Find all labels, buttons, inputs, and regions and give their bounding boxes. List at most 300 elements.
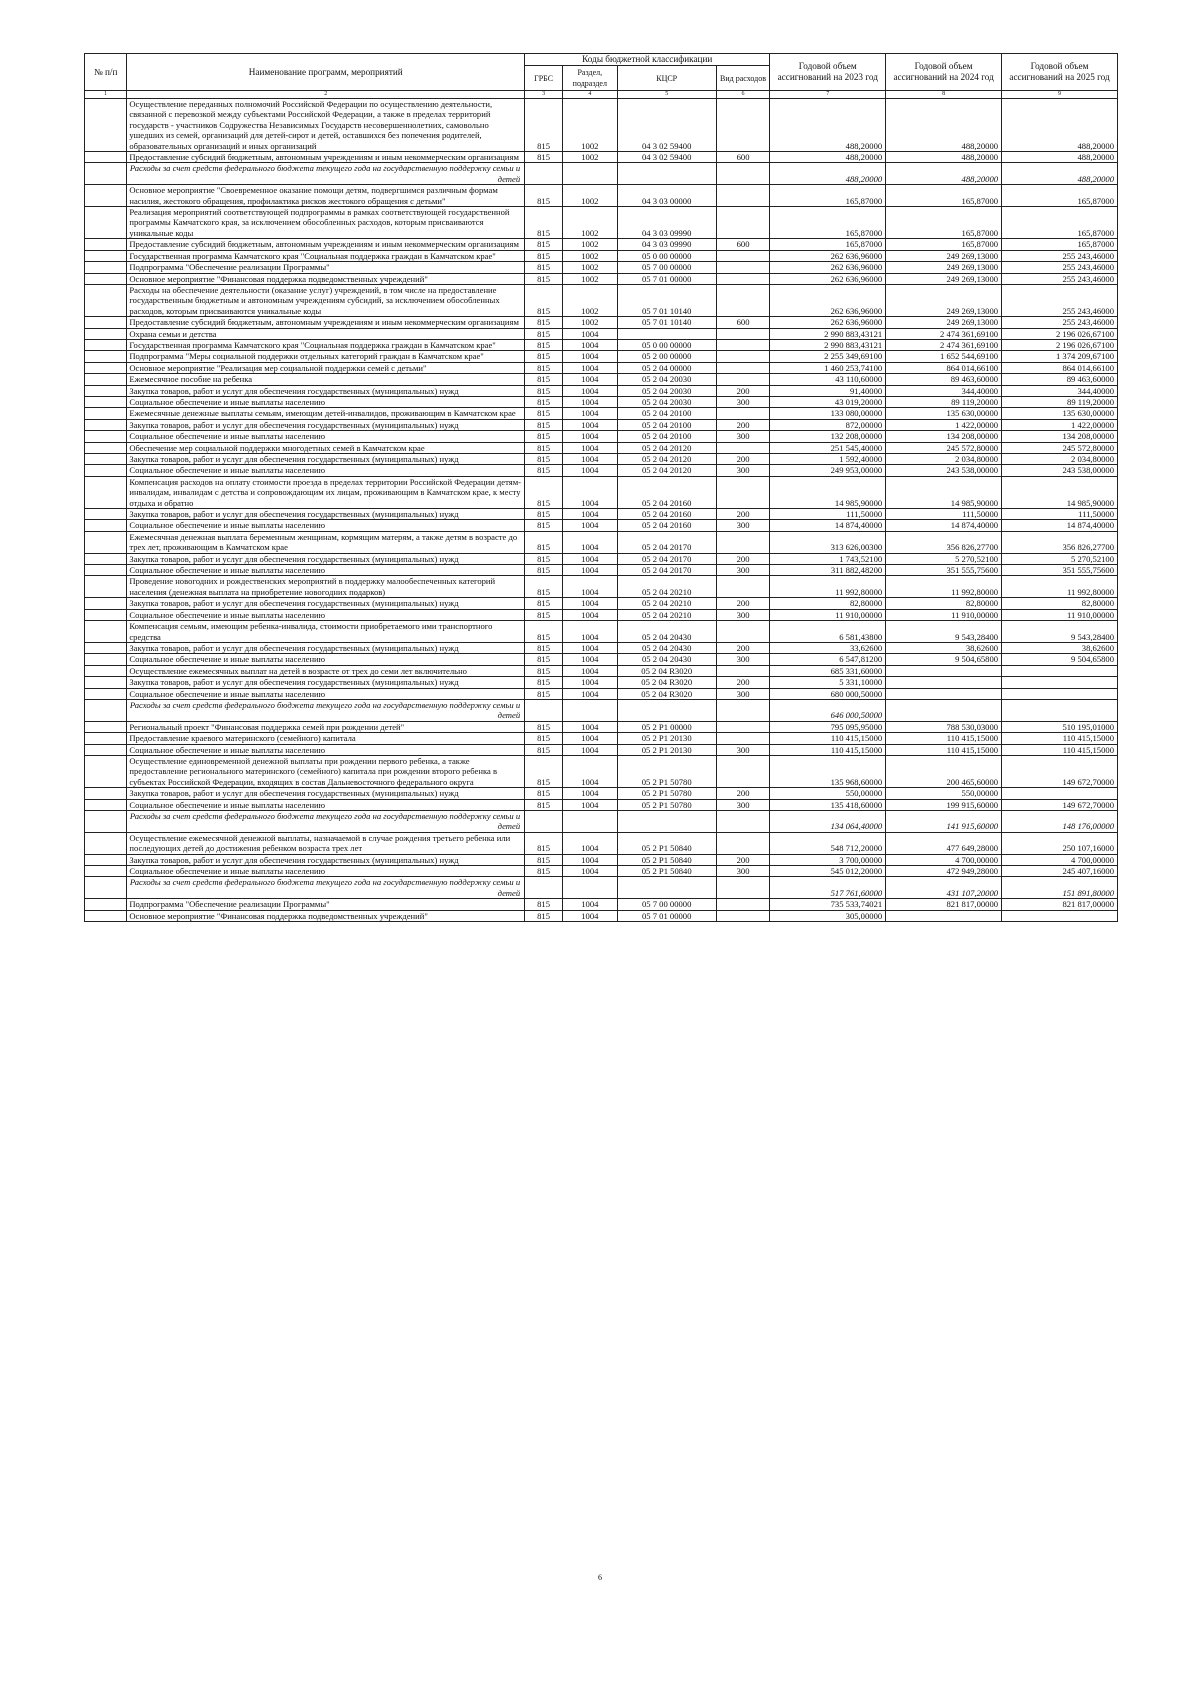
row-amount-2023: 735 533,74021 — [770, 899, 886, 910]
row-amount-2024: 550,00000 — [886, 788, 1002, 799]
row-razdel: 1004 — [563, 598, 618, 609]
row-vid — [716, 250, 770, 261]
row-amount-2023: 251 545,40000 — [770, 442, 886, 453]
row-amount-2023: 680 000,50000 — [770, 688, 886, 699]
row-name: Государственная программа Камчатского края "Социальная поддержка граждан в Камчатском крае" — [127, 339, 525, 350]
row-number-cell — [85, 99, 127, 152]
table-row — [85, 362, 1118, 373]
row-amount-2025: 111,50000 — [1002, 509, 1118, 520]
row-vid — [716, 733, 770, 744]
row-number-cell — [85, 665, 127, 676]
row-amount-2024: 89 119,20000 — [886, 396, 1002, 407]
row-razdel: 1004 — [563, 642, 618, 653]
row-grbs: 815 — [525, 262, 563, 273]
table-row — [85, 520, 1118, 531]
row-kcsr: 05 2 04 R3020 — [617, 688, 716, 699]
row-vid — [716, 899, 770, 910]
row-razdel: 1004 — [563, 531, 618, 553]
row-vid: 300 — [716, 744, 770, 755]
column-number: 8 — [886, 91, 1002, 99]
table-row — [85, 284, 1118, 316]
row-amount-2024: 1 422,00000 — [886, 419, 1002, 430]
table-row — [85, 317, 1118, 328]
row-name: Предоставление субсидий бюджетным, автономным учреждениям и иным некоммерческим организациям — [127, 152, 525, 163]
row-amount-2024: 249 269,13000 — [886, 317, 1002, 328]
row-razdel: 1004 — [563, 854, 618, 865]
row-amount-2024: 5 270,52100 — [886, 553, 1002, 564]
row-grbs: 815 — [525, 733, 563, 744]
table-row — [85, 152, 1118, 163]
table-row — [85, 385, 1118, 396]
row-vid — [716, 442, 770, 453]
row-amount-2025: 165,87000 — [1002, 239, 1118, 250]
row-razdel: 1002 — [563, 239, 618, 250]
row-vid — [716, 185, 770, 207]
row-name: Социальное обеспечение и иные выплаты населению — [127, 654, 525, 665]
table-row — [85, 273, 1118, 284]
row-vid — [716, 665, 770, 676]
row-vid — [716, 163, 770, 185]
row-razdel: 1002 — [563, 250, 618, 261]
page-number: 6 — [598, 1573, 602, 1582]
row-amount-2023: 165,87000 — [770, 207, 886, 239]
row-razdel: 1002 — [563, 152, 618, 163]
row-grbs: 815 — [525, 431, 563, 442]
row-razdel: 1004 — [563, 609, 618, 620]
row-grbs: 815 — [525, 442, 563, 453]
row-grbs: 815 — [525, 339, 563, 350]
row-razdel: 1004 — [563, 899, 618, 910]
row-kcsr — [617, 328, 716, 339]
table-row — [85, 262, 1118, 273]
row-name: Осуществление единовременной денежной выплаты при рождении первого ребенка, а также предоставление регионального материнского (семейного) капитала при рождении второго ребенка в субъектах Российской Федерации, входящих в состав Дальневосточного федерального округа — [127, 755, 525, 787]
row-number-cell — [85, 284, 127, 316]
header-year-2023: Годовой объем ассигнований на 2023 год — [770, 54, 886, 91]
row-amount-2024: 200 465,60000 — [886, 755, 1002, 787]
row-amount-2023: 550,00000 — [770, 788, 886, 799]
row-number-cell — [85, 239, 127, 250]
table-row — [85, 609, 1118, 620]
row-amount-2024 — [886, 665, 1002, 676]
row-vid: 300 — [716, 465, 770, 476]
row-name: Социальное обеспечение и иные выплаты населению — [127, 866, 525, 877]
row-amount-2023: 1 460 253,74100 — [770, 362, 886, 373]
row-amount-2023: 262 636,96000 — [770, 250, 886, 261]
row-kcsr: 05 0 00 00000 — [617, 339, 716, 350]
row-amount-2025: 250 107,16000 — [1002, 832, 1118, 854]
row-vid: 200 — [716, 677, 770, 688]
row-kcsr: 05 2 P1 50780 — [617, 755, 716, 787]
row-amount-2024: 488,20000 — [886, 99, 1002, 152]
federal-funds-row — [85, 811, 1118, 833]
row-amount-2023: 5 331,10000 — [770, 677, 886, 688]
row-grbs: 815 — [525, 576, 563, 598]
row-name: Расходы за счет средств федерального бюджета текущего года на государственную поддержку семьи и детей — [127, 163, 525, 185]
row-amount-2023: 262 636,96000 — [770, 317, 886, 328]
row-amount-2025: 488,20000 — [1002, 99, 1118, 152]
row-razdel: 1004 — [563, 553, 618, 564]
row-amount-2024 — [886, 699, 1002, 721]
row-number-cell — [85, 328, 127, 339]
row-amount-2025: 149 672,70000 — [1002, 799, 1118, 810]
row-razdel: 1004 — [563, 788, 618, 799]
row-razdel — [563, 811, 618, 833]
row-amount-2023: 2 990 883,43121 — [770, 339, 886, 350]
row-amount-2024 — [886, 910, 1002, 921]
row-number-cell — [85, 699, 127, 721]
row-number-cell — [85, 520, 127, 531]
row-amount-2023: 111,50000 — [770, 509, 886, 520]
row-amount-2025: 89 463,60000 — [1002, 374, 1118, 385]
table-row — [85, 250, 1118, 261]
row-amount-2025 — [1002, 688, 1118, 699]
row-grbs: 815 — [525, 273, 563, 284]
row-name: Расходы за счет средств федерального бюджета текущего года на государственную поддержку семьи и детей — [127, 811, 525, 833]
row-number-cell — [85, 721, 127, 732]
row-amount-2025 — [1002, 699, 1118, 721]
row-amount-2023: 872,00000 — [770, 419, 886, 430]
column-number: 5 — [617, 91, 716, 99]
row-amount-2023: 795 095,95000 — [770, 721, 886, 732]
row-razdel: 1004 — [563, 665, 618, 676]
row-name: Охрана семьи и детства — [127, 328, 525, 339]
row-razdel: 1004 — [563, 799, 618, 810]
row-amount-2024: 356 826,27700 — [886, 531, 1002, 553]
row-number-cell — [85, 385, 127, 396]
row-razdel: 1002 — [563, 273, 618, 284]
row-kcsr: 05 2 P1 50840 — [617, 832, 716, 854]
table-row — [85, 854, 1118, 865]
row-kcsr: 05 2 04 20170 — [617, 531, 716, 553]
column-number: 9 — [1002, 91, 1118, 99]
row-vid: 200 — [716, 385, 770, 396]
row-name: Социальное обеспечение и иные выплаты населению — [127, 799, 525, 810]
row-vid — [716, 374, 770, 385]
row-name: Предоставление субсидий бюджетным, автономным учреждениям и иным некоммерческим организациям — [127, 239, 525, 250]
row-name: Социальное обеспечение и иные выплаты населению — [127, 609, 525, 620]
row-name: Государственная программа Камчатского края "Социальная поддержка граждан в Камчатском крае" — [127, 250, 525, 261]
row-amount-2025: 11 910,00000 — [1002, 609, 1118, 620]
row-vid: 200 — [716, 788, 770, 799]
row-razdel: 1004 — [563, 442, 618, 453]
row-kcsr: 05 2 04 20170 — [617, 565, 716, 576]
row-grbs: 815 — [525, 854, 563, 865]
row-razdel: 1004 — [563, 351, 618, 362]
row-amount-2024: 344,40000 — [886, 385, 1002, 396]
table-row — [85, 239, 1118, 250]
row-vid — [716, 531, 770, 553]
row-razdel: 1004 — [563, 408, 618, 419]
row-name: Закупка товаров, работ и услуг для обеспечения государственных (муниципальных) нужд — [127, 642, 525, 653]
row-amount-2023: 11 992,80000 — [770, 576, 886, 598]
header-codes-group: Коды бюджетной классификации — [525, 54, 770, 66]
table-header — [85, 54, 1118, 99]
row-razdel: 1004 — [563, 476, 618, 508]
row-grbs: 815 — [525, 317, 563, 328]
row-kcsr: 05 2 04 20430 — [617, 621, 716, 643]
row-kcsr: 05 2 04 20210 — [617, 598, 716, 609]
row-vid: 300 — [716, 431, 770, 442]
row-amount-2023: 43 019,20000 — [770, 396, 886, 407]
row-razdel: 1004 — [563, 362, 618, 373]
row-number-cell — [85, 598, 127, 609]
row-number-cell — [85, 609, 127, 620]
row-vid — [716, 877, 770, 899]
row-amount-2024: 165,87000 — [886, 207, 1002, 239]
row-name: Компенсация расходов на оплату стоимости проезда в пределах территории Российской Федерации детям-инвалидам, инвалидам с детства и сопровождающим их лицам, проживающим в Камчатском крае, к месту отдыха и обратно — [127, 476, 525, 508]
row-amount-2025 — [1002, 910, 1118, 921]
row-amount-2023: 6 547,81200 — [770, 654, 886, 665]
row-razdel: 1004 — [563, 328, 618, 339]
row-grbs: 815 — [525, 419, 563, 430]
row-amount-2025: 1 374 209,67100 — [1002, 351, 1118, 362]
row-kcsr: 05 2 00 00000 — [617, 351, 716, 362]
row-name: Закупка товаров, работ и услуг для обеспечения государственных (муниципальных) нужд — [127, 509, 525, 520]
row-grbs: 815 — [525, 665, 563, 676]
row-kcsr: 05 2 P1 50780 — [617, 788, 716, 799]
row-name: Осуществление ежемесячной денежной выплаты, назначаемой в случае рождения третьего ребенка или последующих детей до достижения ребенком возраста трех лет — [127, 832, 525, 854]
row-amount-2025: 2 034,80000 — [1002, 454, 1118, 465]
row-name: Социальное обеспечение и иные выплаты населению — [127, 565, 525, 576]
row-number-cell — [85, 465, 127, 476]
row-amount-2023: 134 064,40000 — [770, 811, 886, 833]
row-grbs: 815 — [525, 832, 563, 854]
row-number-cell — [85, 207, 127, 239]
row-name: Подпрограмма "Обеспечение реализации Программы" — [127, 262, 525, 273]
row-name: Компенсация семьям, имеющим ребенка-инвалида, стоимости приобретаемого ими транспортного средства — [127, 621, 525, 643]
row-name: Ежемесячная денежная выплата беременным женщинам, кормящим матерям, а также детям в возрасте до трех лет, проживающим в Камчатском крае — [127, 531, 525, 553]
row-amount-2023: 133 080,00000 — [770, 408, 886, 419]
column-number: 2 — [127, 91, 525, 99]
row-amount-2024: 431 107,20000 — [886, 877, 1002, 899]
table-row — [85, 654, 1118, 665]
row-amount-2025: 488,20000 — [1002, 152, 1118, 163]
row-number-cell — [85, 339, 127, 350]
row-number-cell — [85, 654, 127, 665]
row-vid: 200 — [716, 509, 770, 520]
row-number-cell — [85, 755, 127, 787]
column-number: 7 — [770, 91, 886, 99]
row-amount-2023: 14 985,90000 — [770, 476, 886, 508]
row-kcsr: 05 2 04 R3020 — [617, 665, 716, 676]
row-vid — [716, 621, 770, 643]
row-amount-2025: 134 208,00000 — [1002, 431, 1118, 442]
row-razdel: 1004 — [563, 910, 618, 921]
row-amount-2024: 110 415,15000 — [886, 733, 1002, 744]
row-kcsr: 05 2 04 20210 — [617, 576, 716, 598]
row-kcsr: 05 2 P1 50840 — [617, 866, 716, 877]
row-amount-2025 — [1002, 788, 1118, 799]
row-kcsr: 05 7 01 00000 — [617, 273, 716, 284]
row-vid: 300 — [716, 654, 770, 665]
table-row — [85, 419, 1118, 430]
row-kcsr: 05 2 P1 20130 — [617, 733, 716, 744]
row-number-cell — [85, 832, 127, 854]
row-kcsr: 05 2 04 20100 — [617, 419, 716, 430]
row-vid — [716, 721, 770, 732]
row-grbs: 815 — [525, 362, 563, 373]
row-amount-2025: 255 243,46000 — [1002, 250, 1118, 261]
row-razdel: 1004 — [563, 374, 618, 385]
row-kcsr: 04 3 03 00000 — [617, 185, 716, 207]
row-name: Подпрограмма "Обеспечение реализации Программы" — [127, 899, 525, 910]
row-amount-2025: 9 504,65800 — [1002, 654, 1118, 665]
row-amount-2025: 2 196 026,67100 — [1002, 328, 1118, 339]
table-row — [85, 185, 1118, 207]
row-kcsr: 05 2 04 20430 — [617, 642, 716, 653]
row-grbs: 815 — [525, 788, 563, 799]
row-kcsr: 05 2 04 R3020 — [617, 677, 716, 688]
row-grbs: 815 — [525, 520, 563, 531]
row-amount-2025: 245 572,80000 — [1002, 442, 1118, 453]
row-vid — [716, 207, 770, 239]
row-number-cell — [85, 509, 127, 520]
federal-funds-row — [85, 163, 1118, 185]
row-name: Предоставление краевого материнского (семейного) капитала — [127, 733, 525, 744]
row-grbs: 815 — [525, 565, 563, 576]
row-amount-2023: 165,87000 — [770, 185, 886, 207]
row-kcsr: 04 3 02 59400 — [617, 152, 716, 163]
column-number: 6 — [716, 91, 770, 99]
row-vid: 300 — [716, 799, 770, 810]
row-kcsr: 05 2 P1 50780 — [617, 799, 716, 810]
row-vid: 200 — [716, 642, 770, 653]
row-vid — [716, 284, 770, 316]
row-razdel: 1002 — [563, 262, 618, 273]
row-vid — [716, 755, 770, 787]
row-vid: 300 — [716, 565, 770, 576]
row-vid: 300 — [716, 609, 770, 620]
row-number-cell — [85, 553, 127, 564]
row-amount-2025 — [1002, 665, 1118, 676]
row-amount-2024: 4 700,00000 — [886, 854, 1002, 865]
row-grbs: 815 — [525, 721, 563, 732]
row-razdel: 1004 — [563, 755, 618, 787]
row-amount-2025: 255 243,46000 — [1002, 273, 1118, 284]
row-amount-2023: 646 000,50000 — [770, 699, 886, 721]
row-number-cell — [85, 799, 127, 810]
row-name: Расходы за счет средств федерального бюджета текущего года на государственную поддержку семьи и детей — [127, 699, 525, 721]
row-amount-2023: 33,62600 — [770, 642, 886, 653]
row-kcsr — [617, 699, 716, 721]
row-name: Закупка товаров, работ и услуг для обеспечения государственных (муниципальных) нужд — [127, 385, 525, 396]
table-row — [85, 442, 1118, 453]
row-grbs: 815 — [525, 899, 563, 910]
row-amount-2025: 864 014,66100 — [1002, 362, 1118, 373]
row-grbs: 815 — [525, 531, 563, 553]
row-amount-2024: 2 034,80000 — [886, 454, 1002, 465]
header-razdel: Раздел, подраздел — [563, 66, 618, 91]
table-row — [85, 744, 1118, 755]
row-amount-2023: 548 712,20000 — [770, 832, 886, 854]
column-number: 4 — [563, 91, 618, 99]
row-amount-2025: 148 176,00000 — [1002, 811, 1118, 833]
row-name: Основное мероприятие "Своевременное оказание помощи детям, подвергшимся различным формам насилия, жестокого обращения, профилактика рисков жестокого обращения с детьми" — [127, 185, 525, 207]
row-amount-2025: 89 119,20000 — [1002, 396, 1118, 407]
row-grbs: 815 — [525, 642, 563, 653]
row-name: Социальное обеспечение и иные выплаты населению — [127, 431, 525, 442]
row-amount-2024: 11 992,80000 — [886, 576, 1002, 598]
table-row — [85, 99, 1118, 152]
row-grbs: 815 — [525, 799, 563, 810]
row-grbs: 815 — [525, 621, 563, 643]
header-vid: Вид расходов — [716, 66, 770, 91]
row-vid — [716, 362, 770, 373]
row-number-cell — [85, 744, 127, 755]
row-kcsr: 05 2 04 20100 — [617, 408, 716, 419]
row-amount-2025: 2 196 026,67100 — [1002, 339, 1118, 350]
row-kcsr — [617, 811, 716, 833]
table-row — [85, 788, 1118, 799]
row-amount-2024: 864 014,66100 — [886, 362, 1002, 373]
row-grbs: 815 — [525, 654, 563, 665]
row-amount-2024: 89 463,60000 — [886, 374, 1002, 385]
row-grbs — [525, 811, 563, 833]
row-amount-2024: 472 949,28000 — [886, 866, 1002, 877]
row-amount-2025: 11 992,80000 — [1002, 576, 1118, 598]
row-amount-2024: 141 915,60000 — [886, 811, 1002, 833]
row-amount-2025: 245 407,16000 — [1002, 866, 1118, 877]
column-number: 1 — [85, 91, 127, 99]
table-row — [85, 733, 1118, 744]
row-number-cell — [85, 163, 127, 185]
row-razdel: 1004 — [563, 520, 618, 531]
row-kcsr: 05 2 04 20120 — [617, 454, 716, 465]
row-number-cell — [85, 877, 127, 899]
row-name: Закупка товаров, работ и услуг для обеспечения государственных (муниципальных) нужд — [127, 553, 525, 564]
row-amount-2024 — [886, 688, 1002, 699]
row-amount-2023: 2 255 349,69100 — [770, 351, 886, 362]
row-name: Социальное обеспечение и иные выплаты населению — [127, 744, 525, 755]
row-number-cell — [85, 899, 127, 910]
row-amount-2024: 249 269,13000 — [886, 273, 1002, 284]
row-amount-2024: 199 915,60000 — [886, 799, 1002, 810]
row-vid: 600 — [716, 239, 770, 250]
row-razdel: 1004 — [563, 431, 618, 442]
row-grbs: 815 — [525, 396, 563, 407]
table-row — [85, 465, 1118, 476]
row-amount-2023: 262 636,96000 — [770, 284, 886, 316]
table-row — [85, 565, 1118, 576]
row-razdel: 1002 — [563, 207, 618, 239]
row-name: Осуществление переданных полномочий Российской Федерации по осуществлению деятельности, связанной с перевозкой между субъектами Российской Федерации, а также в пределах территорий государств - участников Содружества Независимых Государств несовершеннолетних, самовольно ушедших из семей, организаций для детей-сирот и детей, оставшихся без попечения родителей, образовательных организаций и иных организаций — [127, 99, 525, 152]
row-grbs: 815 — [525, 185, 563, 207]
row-amount-2025: 14 985,90000 — [1002, 476, 1118, 508]
row-amount-2024: 477 649,28000 — [886, 832, 1002, 854]
row-amount-2025: 165,87000 — [1002, 207, 1118, 239]
row-amount-2023: 1 743,52100 — [770, 553, 886, 564]
row-grbs: 815 — [525, 465, 563, 476]
budget-table-sheet — [84, 53, 1118, 922]
row-amount-2025: 255 243,46000 — [1002, 262, 1118, 273]
row-amount-2024: 245 572,80000 — [886, 442, 1002, 453]
table-row — [85, 832, 1118, 854]
row-name: Расходы за счет средств федерального бюджета текущего года на государственную поддержку семьи и детей — [127, 877, 525, 899]
row-grbs: 815 — [525, 385, 563, 396]
row-amount-2023: 488,20000 — [770, 99, 886, 152]
row-number-cell — [85, 811, 127, 833]
row-number-cell — [85, 185, 127, 207]
row-number-cell — [85, 910, 127, 921]
row-amount-2025: 243 538,00000 — [1002, 465, 1118, 476]
row-razdel: 1004 — [563, 832, 618, 854]
row-amount-2023: 3 700,00000 — [770, 854, 886, 865]
row-razdel: 1004 — [563, 733, 618, 744]
row-number-cell — [85, 396, 127, 407]
row-amount-2025: 149 672,70000 — [1002, 755, 1118, 787]
row-number-cell — [85, 152, 127, 163]
row-kcsr: 05 2 04 20160 — [617, 520, 716, 531]
